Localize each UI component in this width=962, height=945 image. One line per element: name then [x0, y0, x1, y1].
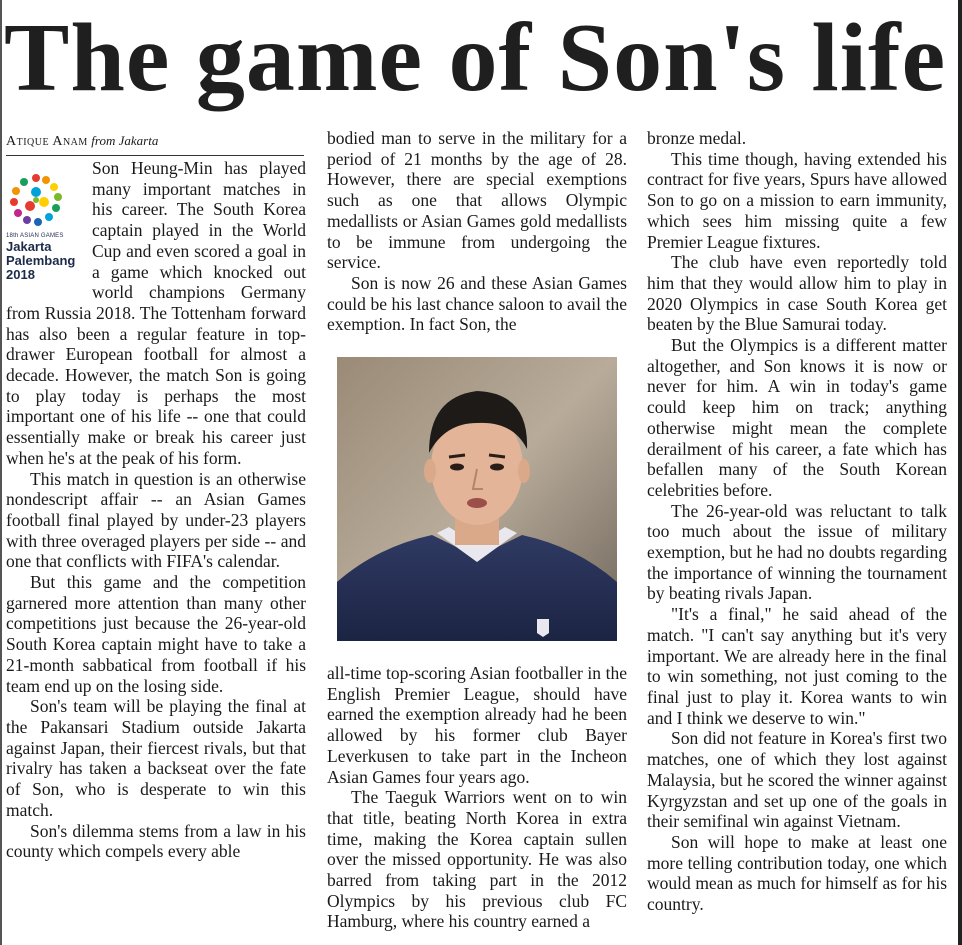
page-edge-left	[0, 0, 2, 945]
paragraph: Son will hope to make at least one more telling contribution today, one which would mean as much for himself as for his country.	[647, 831, 947, 915]
paragraph: all-time top-scoring Asian footballer in the English Premier League, should have earned the exemption already had he been allowed by his former club Bayer Leverkusen to take part in the Incheon Asian Games four years ago.	[327, 663, 627, 787]
byline	[6, 132, 304, 156]
paragraph: Son is now 26 and these Asian Games could be his last chance saloon to avail the exemption. In fact Son, the	[327, 272, 627, 335]
logo-city-1: Jakarta	[6, 239, 52, 254]
paragraph: The Taeguk Warriors went on to win that title, beating North Korea in extra time, making the Korea captain sullen over the missed opportunity. He was also barred from taking part in the 2012 Olympics by his previous club FC Hamburg, where his country earned a	[327, 787, 627, 932]
paragraph: The club have even reportedly told him that they would allow him to play in 2020 Olympics in case South Korea get beaten by the Blue Samurai today.	[647, 252, 947, 335]
headline: The game of Son's life	[4, 4, 947, 112]
paragraph: Son's dilemma stems from a law in his county which compels every able	[6, 820, 306, 862]
paragraph: But the Olympics is a different matter altogether, and Son knows it is now or never for him. A win in today's game could keep him on track; anything otherwise might mean the complete derailment of his career, a fate which has befallen many of the South Korean celebrities before.	[647, 335, 947, 500]
paragraph: Son Heung-Min has played many important matches in his career. The South Korea captain played in the World Cup and even scored a goal in a game which knocked out world champions Germany from Russia 2018. The Tottenham forward has also been a regular feature in top-drawer European football for almost a decade. However, the match Son is going to play today is perhaps the most important one of his life -- one that could essentially make or break his career just when he's at the peak of his form.	[6, 158, 306, 468]
paragraph: "It's a final," he said ahead of the match. "I can't say anything but it's very important. We are already here in the final to win something, not just coming to the final just to play it. Korea wants to win and I think we deserve to win."	[647, 604, 947, 728]
paragraph: But this game and the competition garnered more attention than many other competitions just because the 26-year-old South Korea captain might have to take a 21-month sabbatical from football if his team end up on the losing side.	[6, 572, 306, 696]
asian-games-emblem-icon	[6, 168, 66, 232]
paragraph: This match in question is an otherwise nondescript affair -- an Asian Games football final played by under-23 players with three overaged players per side -- and one that conflicts with FIFA's calendar.	[6, 468, 306, 572]
asian-games-logo	[6, 168, 86, 298]
paragraph: Son's team will be playing the final at the Pakansari Stadium outside Jakarta against Japan, their fiercest rivals, but that rivalry has taken a backseat over the fate of Son, who is desperate to win this match.	[6, 696, 306, 820]
logo-city-2: Palembang	[6, 253, 76, 268]
byline-location: from Jakarta	[91, 133, 159, 148]
page-edge-right	[958, 0, 962, 945]
player-photo	[337, 357, 617, 641]
paragraph: Son did not feature in Korea's first two matches, one of which they lost against Malaysia, but he scored the winner against Kyrgyzstan and set up one of the goals in their semifinal win against Vietnam.	[647, 728, 947, 832]
article-column-1	[6, 158, 306, 862]
article-column-3	[647, 128, 947, 915]
paragraph: This time though, having extended his contract for five years, Spurs have allowed Son to go on a mission to earn immunity, which sees him missing quite a few Premier League fixtures.	[647, 148, 947, 252]
paragraph: The 26-year-old was reluctant to talk too much about the issue of military exemption, but he had no doubts regarding the importance of winning the tournament by beating rivals Japan.	[647, 500, 947, 604]
logo-year: 2018	[6, 267, 35, 282]
paragraph: bronze medal.	[647, 128, 747, 148]
logo-edition-text: 18th ASIAN GAMES	[6, 233, 64, 239]
paragraph: bodied man to serve in the military for a period of 21 months by the age of 28. However, there are special exemptions such as one that allows Olympic medallists or Asian Games gold medallists to be immune from undergoing the service.	[327, 128, 627, 273]
article-column-2	[327, 128, 627, 932]
byline-author: Atique Anam	[6, 134, 88, 149]
